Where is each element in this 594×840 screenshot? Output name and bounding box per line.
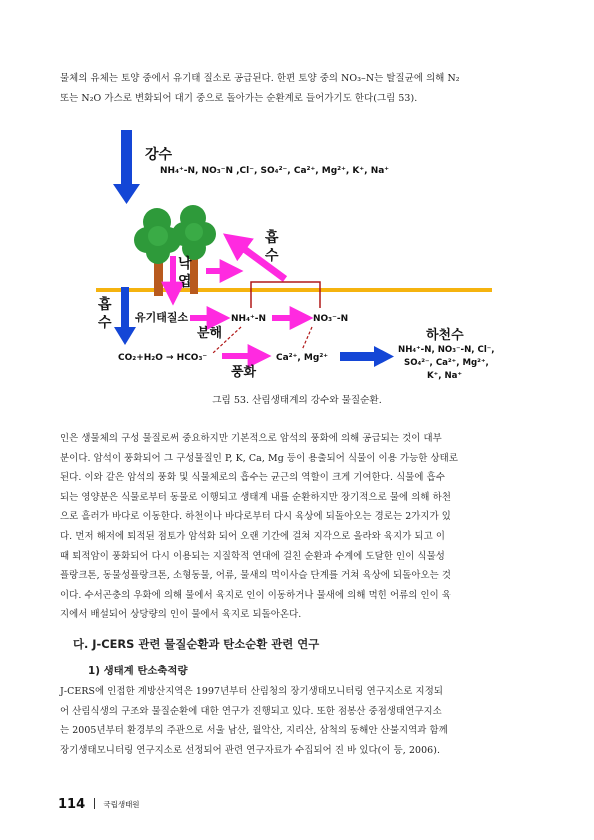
stream-ions-1: NH₄⁺-N, NO₃⁻-N, Cl⁻, <box>398 345 495 355</box>
stream-ions-3: K⁺, Na⁺ <box>427 371 462 381</box>
subsection-heading: 1) 생태계 탄소축적량 <box>88 665 188 677</box>
litterfall-label-1: 낙 <box>178 256 192 272</box>
uptake-label-2: 수 <box>265 248 279 264</box>
precipitation-arrow <box>113 130 140 204</box>
organic-nitrogen-label: 유기태질소 <box>135 311 189 324</box>
uptake-label-1: 흡 <box>265 230 279 246</box>
ammonium-label: NH₄⁺-N <box>231 314 267 324</box>
weathering-dash-2 <box>302 327 312 350</box>
nitrate-label: NO₃⁻-N <box>313 314 349 324</box>
infiltration-arrow <box>114 287 136 345</box>
body-paragraph: 인은 생물체의 구성 물질로써 중요하지만 기본적으로 암석의 풍화에 의해 공급되는 것이 대부 분이다. 암석이 풍화되어 그 구성물질인 P, K, Ca, Mg 등이 용출되어 식물이 이용 가능한 상태로 된다. 이와 같은 암석의 풍화 및 식물체로의 흡수는 균근의 역할이 크게 기여한다. 식물에 흡수 되는 영양분은 식물로부터 동물로 이행되고 생태계 내를 순환하지만 장기적으로 물에 의해 하천 으로 흘러가 바다로 이동한다. 하천이나 바다로부터 다시 육상에 되돌아오는 경로는 2가지가 있 다. 먼저 해저에 퇴적된 점토가 암석화 되어 오랜 기간에 걸쳐 지각으로 올라와 육지가 되고 이 때 퇴적암이 풍화되어 다시 이용되는 지질학적 연대에 걸친 순환과 수계에 도달한 인이 식물성 플랑크톤, 동물성플랑크톤, 소형동물, 어류, 물새의 먹이사슬 단계를 거쳐 육상에 되돌아오는 것 이다. 수서곤충의 우화에 의해 물에서 육지로 인이 이동하거나 물새에 의해 먹힌 어류의 인이 육 지에서 배설되어 상당량의 인이 물에서 육지로 되돌아온다. <box>60 433 458 621</box>
litterfall-label-2: 엽 <box>178 274 192 290</box>
footer-divider <box>94 798 95 809</box>
stream-ions-2: SO₄²⁻, Ca²⁺, Mg²⁺, <box>404 358 489 368</box>
decomposition-label: 분해 <box>197 326 223 341</box>
weathering-label: 풍화 <box>231 365 257 380</box>
section-heading: 다. J-CERS 관련 물질순환과 탄소순환 관련 연구 <box>73 637 320 651</box>
publisher-name: 국립생태원 <box>103 800 140 809</box>
weathering-equation: CO₂+H₂O → HCO₃⁻ <box>118 353 208 363</box>
intro-paragraph: 물체의 유체는 토양 중에서 유기태 질소로 공급된다. 한편 토양 중의 NO₃–N는 탈질균에 의해 N₂ 또는 N₂O 가스로 변화되어 대기 중으로 돌아가는 순환계로 들어가기도 한다(그림 53). <box>60 73 460 104</box>
uptake-left-1: 흡 <box>98 297 112 313</box>
material-cycle-diagram <box>0 0 594 400</box>
jcers-paragraph: J-CERS에 인접한 계방산지역은 1997년부터 산림청의 장기생태모니터링 연구지소로 지정되 어 산림식생의 구조와 물질순환에 대한 연구가 진행되고 있다. 또한 점봉산 중점생태연구지소 는 2005년부터 환경부의 주관으로 서울 남산, 월악산, 지리산, 삼척의 동해안 산불지역과 함께 장기생태모니터링 연구지소로 선정되어 관련 연구자료가 수집되어 진 바 있다(이 등, 2006). <box>60 686 448 756</box>
precipitation-label: 강수 <box>145 147 173 163</box>
page-footer <box>58 793 140 812</box>
figure-caption: 그림 53. 산림생태계의 강수와 물질순환. <box>212 395 382 406</box>
stream-water-label: 하천수 <box>426 328 464 343</box>
cations-label: Ca²⁺, Mg²⁺ <box>276 353 329 363</box>
outflow-arrow <box>340 346 394 367</box>
precipitation-ions: NH₄⁺-N, NO₃⁻N ,Cl⁻, SO₄²⁻, Ca²⁺, Mg²⁺, K⁺, Na⁺ <box>160 166 390 176</box>
uptake-left-2: 수 <box>98 315 112 331</box>
page-number: 114 <box>58 797 86 812</box>
uptake-bracket <box>251 282 320 308</box>
